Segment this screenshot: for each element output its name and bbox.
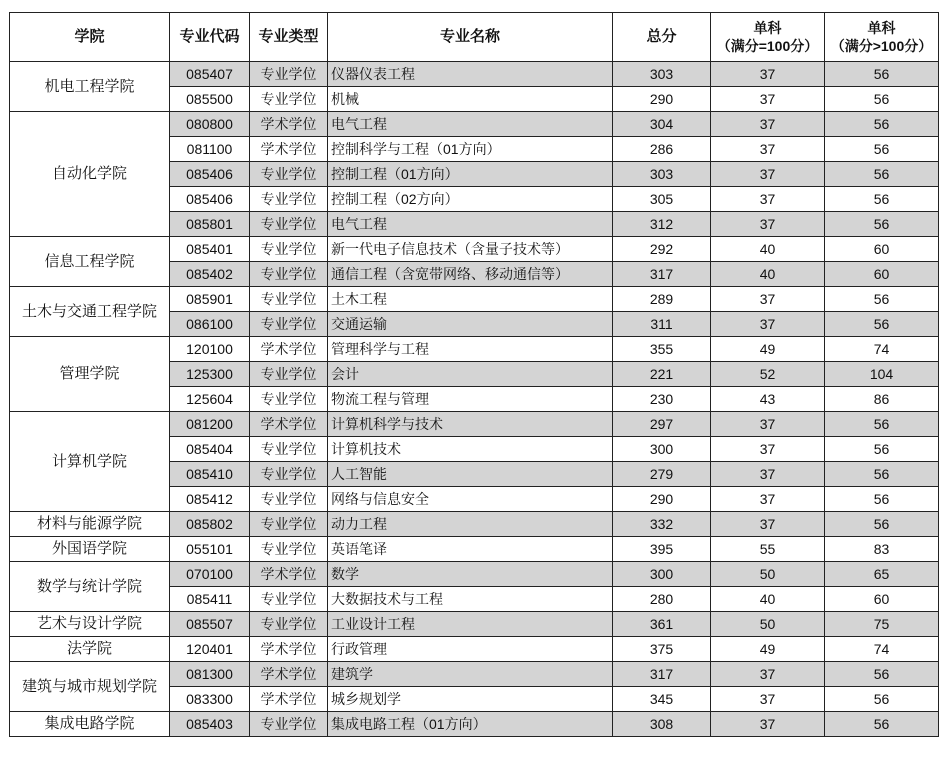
total-score-cell: 221 [613,362,711,387]
table-row [10,612,939,637]
table-row [10,712,939,737]
major-name-cell: 英语笔译 [328,537,613,562]
degree-type-cell: 专业学位 [250,312,328,337]
total-score-cell: 300 [613,562,711,587]
single-100-score-cell: 37 [711,462,825,487]
single-gt100-score-cell: 56 [825,712,939,737]
major-code-cell: 085403 [170,712,250,737]
college-cell: 土木与交通工程学院 [10,287,170,337]
major-code-cell: 085406 [170,162,250,187]
admission-score-table [9,12,939,737]
major-code-cell: 080800 [170,112,250,137]
major-name-cell: 集成电路工程（01方向） [328,712,613,737]
single-100-score-cell: 37 [711,712,825,737]
single-gt100-score-cell: 56 [825,437,939,462]
table-row [10,562,939,587]
single-gt100-score-cell: 56 [825,62,939,87]
major-name-cell: 物流工程与管理 [328,387,613,412]
single-100-score-cell: 40 [711,262,825,287]
single-gt100-score-cell: 56 [825,112,939,137]
major-name-cell: 会计 [328,362,613,387]
single-100-score-cell: 37 [711,137,825,162]
single-gt100-score-cell: 86 [825,387,939,412]
college-cell: 艺术与设计学院 [10,612,170,637]
single-gt100-score-cell: 60 [825,587,939,612]
major-name-cell: 网络与信息安全 [328,487,613,512]
single-100-score-cell: 50 [711,612,825,637]
degree-type-cell: 学术学位 [250,637,328,662]
degree-type-cell: 专业学位 [250,362,328,387]
single-gt100-score-cell: 56 [825,412,939,437]
total-score-cell: 317 [613,662,711,687]
table-row [10,237,939,262]
header-total: 总分 [613,13,711,62]
major-code-cell: 085500 [170,87,250,112]
degree-type-cell: 学术学位 [250,687,328,712]
major-code-cell: 120401 [170,637,250,662]
major-code-cell: 081300 [170,662,250,687]
degree-type-cell: 专业学位 [250,512,328,537]
single-100-score-cell: 37 [711,87,825,112]
total-score-cell: 345 [613,687,711,712]
major-code-cell: 120100 [170,337,250,362]
major-code-cell: 081200 [170,412,250,437]
degree-type-cell: 专业学位 [250,587,328,612]
single-gt100-score-cell: 56 [825,312,939,337]
table-row [10,662,939,687]
degree-type-cell: 专业学位 [250,87,328,112]
major-code-cell: 085901 [170,287,250,312]
single-gt100-score-cell: 56 [825,162,939,187]
single-100-score-cell: 37 [711,112,825,137]
header-college: 学院 [10,13,170,62]
major-code-cell: 085406 [170,187,250,212]
degree-type-cell: 学术学位 [250,112,328,137]
single-100-score-cell: 55 [711,537,825,562]
degree-type-cell: 专业学位 [250,62,328,87]
major-name-cell: 电气工程 [328,212,613,237]
major-name-cell: 动力工程 [328,512,613,537]
header-single-100-line2: （满分=100分） [716,38,819,54]
total-score-cell: 395 [613,537,711,562]
degree-type-cell: 专业学位 [250,162,328,187]
single-gt100-score-cell: 56 [825,212,939,237]
degree-type-cell: 专业学位 [250,287,328,312]
degree-type-cell: 专业学位 [250,262,328,287]
total-score-cell: 230 [613,387,711,412]
single-100-score-cell: 37 [711,62,825,87]
single-gt100-score-cell: 56 [825,462,939,487]
header-name: 专业名称 [328,13,613,62]
total-score-cell: 305 [613,187,711,212]
table-row [10,112,939,137]
college-cell: 集成电路学院 [10,712,170,737]
major-code-cell: 070100 [170,562,250,587]
total-score-cell: 297 [613,412,711,437]
total-score-cell: 300 [613,437,711,462]
total-score-cell: 279 [613,462,711,487]
single-100-score-cell: 49 [711,337,825,362]
major-code-cell: 085412 [170,487,250,512]
degree-type-cell: 专业学位 [250,712,328,737]
degree-type-cell: 学术学位 [250,412,328,437]
single-100-score-cell: 43 [711,387,825,412]
major-code-cell: 085402 [170,262,250,287]
table-row [10,512,939,537]
college-cell: 外国语学院 [10,537,170,562]
single-gt100-score-cell: 74 [825,637,939,662]
single-100-score-cell: 37 [711,437,825,462]
major-name-cell: 建筑学 [328,662,613,687]
single-gt100-score-cell: 56 [825,287,939,312]
single-gt100-score-cell: 104 [825,362,939,387]
single-gt100-score-cell: 56 [825,87,939,112]
degree-type-cell: 专业学位 [250,187,328,212]
major-name-cell: 通信工程（含宽带网络、移动通信等） [328,262,613,287]
single-100-score-cell: 49 [711,637,825,662]
total-score-cell: 303 [613,162,711,187]
degree-type-cell: 学术学位 [250,137,328,162]
header-single-gt100-line2: （满分>100分） [830,38,933,54]
major-code-cell: 085802 [170,512,250,537]
single-gt100-score-cell: 75 [825,612,939,637]
major-name-cell: 控制工程（01方向） [328,162,613,187]
header-code: 专业代码 [170,13,250,62]
major-name-cell: 仪器仪表工程 [328,62,613,87]
major-name-cell: 行政管理 [328,637,613,662]
major-name-cell: 计算机技术 [328,437,613,462]
header-single-100-line1: 单科 [753,20,782,36]
single-100-score-cell: 37 [711,487,825,512]
major-code-cell: 055101 [170,537,250,562]
total-score-cell: 286 [613,137,711,162]
single-gt100-score-cell: 56 [825,512,939,537]
major-name-cell: 控制科学与工程（01方向） [328,137,613,162]
degree-type-cell: 专业学位 [250,387,328,412]
table-row [10,637,939,662]
single-100-score-cell: 37 [711,687,825,712]
major-code-cell: 086100 [170,312,250,337]
major-name-cell: 电气工程 [328,112,613,137]
table-row [10,537,939,562]
total-score-cell: 303 [613,62,711,87]
single-gt100-score-cell: 56 [825,487,939,512]
single-gt100-score-cell: 74 [825,337,939,362]
major-name-cell: 新一代电子信息技术（含量子技术等） [328,237,613,262]
degree-type-cell: 专业学位 [250,237,328,262]
degree-type-cell: 专业学位 [250,462,328,487]
table-row [10,287,939,312]
major-code-cell: 085410 [170,462,250,487]
major-code-cell: 083300 [170,687,250,712]
major-name-cell: 工业设计工程 [328,612,613,637]
major-name-cell: 城乡规划学 [328,687,613,712]
degree-type-cell: 学术学位 [250,662,328,687]
college-cell: 计算机学院 [10,412,170,512]
total-score-cell: 311 [613,312,711,337]
college-cell: 材料与能源学院 [10,512,170,537]
major-code-cell: 085801 [170,212,250,237]
table-row [10,62,939,87]
major-code-cell: 085404 [170,437,250,462]
degree-type-cell: 专业学位 [250,537,328,562]
single-100-score-cell: 37 [711,412,825,437]
header-type: 专业类型 [250,13,328,62]
degree-type-cell: 学术学位 [250,337,328,362]
single-gt100-score-cell: 56 [825,137,939,162]
college-cell: 自动化学院 [10,112,170,237]
header-single-gt100-line1: 单科 [867,20,896,36]
major-name-cell: 大数据技术与工程 [328,587,613,612]
major-name-cell: 机械 [328,87,613,112]
table-row [10,412,939,437]
score-table-container [9,12,939,737]
single-100-score-cell: 37 [711,512,825,537]
total-score-cell: 317 [613,262,711,287]
degree-type-cell: 专业学位 [250,612,328,637]
total-score-cell: 280 [613,587,711,612]
major-name-cell: 计算机科学与技术 [328,412,613,437]
total-score-cell: 355 [613,337,711,362]
total-score-cell: 332 [613,512,711,537]
total-score-cell: 308 [613,712,711,737]
table-row [10,337,939,362]
header-single-100 [711,13,825,62]
total-score-cell: 304 [613,112,711,137]
header-row [10,13,939,62]
major-code-cell: 125604 [170,387,250,412]
college-cell: 信息工程学院 [10,237,170,287]
major-code-cell: 085507 [170,612,250,637]
major-name-cell: 人工智能 [328,462,613,487]
total-score-cell: 361 [613,612,711,637]
degree-type-cell: 专业学位 [250,487,328,512]
single-100-score-cell: 40 [711,587,825,612]
major-name-cell: 交通运输 [328,312,613,337]
single-gt100-score-cell: 56 [825,687,939,712]
college-cell: 机电工程学院 [10,62,170,112]
single-100-score-cell: 37 [711,312,825,337]
major-code-cell: 125300 [170,362,250,387]
table-body [10,62,939,737]
single-100-score-cell: 50 [711,562,825,587]
total-score-cell: 290 [613,487,711,512]
degree-type-cell: 学术学位 [250,562,328,587]
major-name-cell: 数学 [328,562,613,587]
major-code-cell: 085411 [170,587,250,612]
single-100-score-cell: 40 [711,237,825,262]
single-100-score-cell: 37 [711,662,825,687]
header-single-gt100 [825,13,939,62]
total-score-cell: 375 [613,637,711,662]
college-cell: 法学院 [10,637,170,662]
single-100-score-cell: 37 [711,287,825,312]
total-score-cell: 292 [613,237,711,262]
single-100-score-cell: 37 [711,187,825,212]
single-100-score-cell: 37 [711,212,825,237]
major-name-cell: 管理科学与工程 [328,337,613,362]
college-cell: 数学与统计学院 [10,562,170,612]
single-gt100-score-cell: 60 [825,262,939,287]
single-gt100-score-cell: 60 [825,237,939,262]
major-name-cell: 土木工程 [328,287,613,312]
total-score-cell: 289 [613,287,711,312]
single-gt100-score-cell: 56 [825,662,939,687]
major-name-cell: 控制工程（02方向） [328,187,613,212]
degree-type-cell: 专业学位 [250,437,328,462]
single-100-score-cell: 37 [711,162,825,187]
total-score-cell: 312 [613,212,711,237]
single-gt100-score-cell: 65 [825,562,939,587]
college-cell: 管理学院 [10,337,170,412]
total-score-cell: 290 [613,87,711,112]
college-cell: 建筑与城市规划学院 [10,662,170,712]
degree-type-cell: 专业学位 [250,212,328,237]
major-code-cell: 085401 [170,237,250,262]
major-code-cell: 081100 [170,137,250,162]
single-gt100-score-cell: 83 [825,537,939,562]
single-gt100-score-cell: 56 [825,187,939,212]
single-100-score-cell: 52 [711,362,825,387]
major-code-cell: 085407 [170,62,250,87]
